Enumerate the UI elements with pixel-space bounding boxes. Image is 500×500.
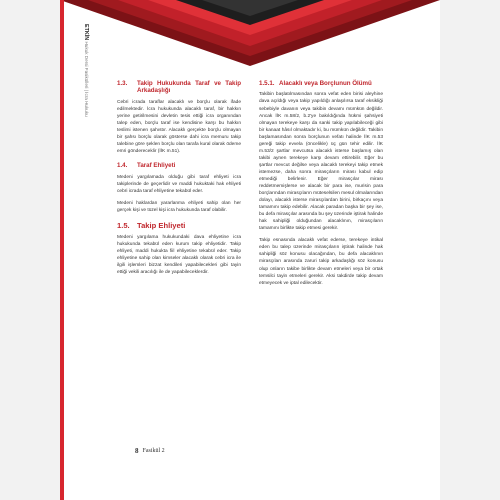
section-number: 1.5. <box>117 220 130 230</box>
paragraph: Takibin başlatılmasından sonra vefat eden birisi aleyhine dava açıldığı veya takip yapıldığı anlaşılırsa taraf eksikliği sebebiyle davanın veya takibin devamı mümkün değildir. Ancak İİK m.58/2, b.2'ye bakıldığında hükmi şahsiyeti olmayan terekeye karşı da sanki takip yapılabileceği gibi bir kanaat hâsıl olmaktadır ki, bu mümkün değildir. Takibin başlamasından sonra borçlunun vefatı halinde İİK m.53 gereği takip evvela (öncelikle) üç gün tehir edilir. İİK m.53/2 şartlar mevcutsa alacaklı isterse başlamış olan takibi aynen terekeye karşı devam ettirebilir. Eğer bu şartlar mevcut değilse veya alacaklı terekeyi takip etmek istemezse, daha sonra mirasçıların mirası kabul edip etmediği belirlenir. Eğer mirasçılar mirası reddetmemişlerse ve alacak bir para ise, murisin para borçlarından mirasçıların müteselsilen mesul olmalarından dolayı, alacaklı isterse mirasçılardan birini, birkaçını veya tamamını takip edebilir. Alacak paradan başka bir şey ise, bu defa mirasçılar arasında bu şey üzerinde iştirak halinde hak sahipliği olduğundan alacaklının, mirasçıların tamamını birlikte takip etmesi gerekir. <box>259 92 383 232</box>
paragraph: Medeni yargılama hukukundaki dava ehliyetine icra hukukunda tekabül eden kurum takip ehliyetidir. Takip ehliyeti, maddi hukukta fiil ehliyetine tekabül eder. Takip ehliyetine sahip olan kimseler alacaklı olarak cebri icra ile ilgili işlemleri bizzat kendileri yapabilecekleri gibi tayin ettiği vekili aracılığı ile de yapabileceklerdir. <box>117 234 241 276</box>
section-title: Alacaklı veya Borçlunun Ölümü <box>279 80 372 87</box>
fascicle-label: Fasikül 2 <box>142 448 165 454</box>
paragraph: Medeni haklardan yararlanma ehliyeti sahip olan her gerçek kişi ve tüzel kişi icra hukukunda taraf olabilir. <box>117 200 241 213</box>
section-heading <box>117 80 241 95</box>
brand-name: ETKİN <box>83 24 89 41</box>
section-heading <box>259 80 383 87</box>
paragraph: Cebri icrada taraflar alacaklı ve borçlu olarak ifade edilmektedir. İcra hukukunda alacaklı taraf, bir hakkın yerine getirilmesini devletin tesis ettiği icra organından talep eden, borçlu taraf ise kendisine karşı bu hakkın teslimi istenen şahıstır. Alacaklı gerçekte borçlu olmayan bir şahsı borçlu olarak gösterse dahi icra memuru takip talebine göre şeklen borçlu olan tarafa kural olarak ödeme emri göndereceklir (İİK m.51). <box>117 99 241 155</box>
section-title: Takip Hukukunda Taraf ve Takip Arkadaşlığı <box>137 80 241 95</box>
fascicle-subtitle: Hukuk Dersi Fasikülleri | İcra Hukuku <box>84 41 89 117</box>
page-number: 8 <box>135 447 139 455</box>
left-column <box>117 80 241 281</box>
section-heading <box>117 162 241 169</box>
document-page <box>60 0 440 500</box>
section-1-3 <box>117 80 241 155</box>
section-title: Taraf Ehliyeti <box>137 162 176 170</box>
section-heading <box>117 221 241 230</box>
side-running-title <box>83 24 89 117</box>
left-accent-bar <box>60 0 64 500</box>
section-number: 1.3. <box>117 80 128 87</box>
section-1-5 <box>117 221 241 276</box>
section-number: 1.5.1. <box>259 80 275 87</box>
right-column <box>259 80 383 292</box>
paragraph: Medeni yargılamada olduğu gibi taraf ehliyeti icra takiplerinde de geçerlidir ve maddi hukuktaki hak ehliyeti cebri icrada taraf ehliyetine tekabül eder. <box>117 174 241 194</box>
header-chevron-banner <box>60 0 440 76</box>
section-title: Takip Ehliyeti <box>137 220 186 230</box>
paragraph: Takip esnasında alacaklı vefat ederse, terekeye intikal eden bu talep üzerinde mirasçıların iştirak halinde hak sahipliği söz konusu olacağından, bu defa alacaklının mirasçıları arasında zaruri takip arkadaşlığı söz konusu olup onların takibe birlikte devam etmeleri veya bir ortak temsilci tayin etmeleri gerekir. Aksi takdirde takip devam etmeyecek ve iptal edilecektir. <box>259 238 383 286</box>
page-footer <box>135 447 165 455</box>
section-number: 1.4. <box>117 162 128 170</box>
section-1-4 <box>117 162 241 214</box>
